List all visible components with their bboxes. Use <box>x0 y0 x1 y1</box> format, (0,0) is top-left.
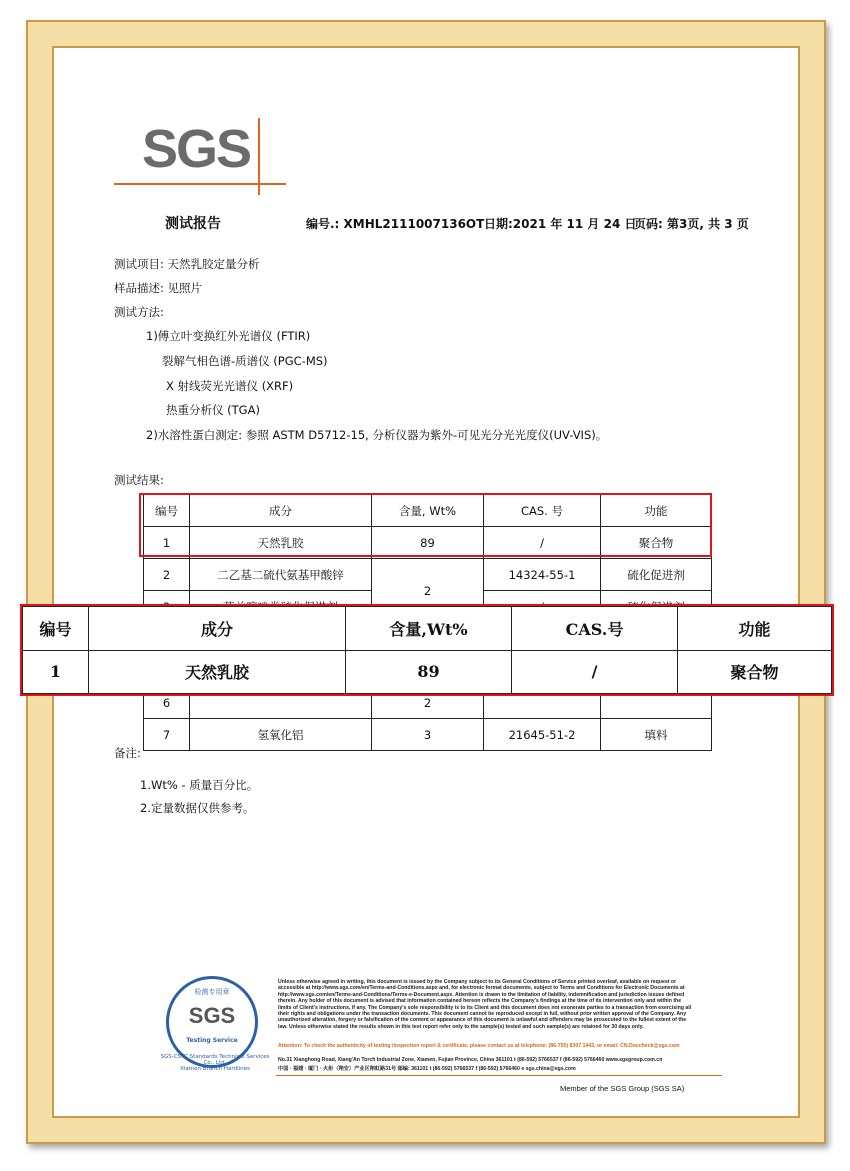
attention-text: Attention: To check the authenticity of testing /inspection report & certificate, please contact us at telephone: (86-755) 8307 1443, or email: CN.Doccheck@sgs.com <box>278 1043 680 1049</box>
seal-top-text: 检测专用章 <box>194 988 230 996</box>
sgs-group-member: Member of the SGS Group (SGS SA) <box>560 1084 685 1093</box>
method-uv-vis: 2)水溶性蛋白测定: 参照 ASTM D5712-15, 分析仪器为紫外-可见光分光光度仪(UV-VIS)。 <box>146 428 608 442</box>
seal-logo: SGS <box>188 1003 236 1028</box>
cell: 6 <box>144 687 190 719</box>
method-xrf: X 射线荧光光谱仪 (XRF) <box>166 379 294 393</box>
seal-sub-text: Testing Service <box>186 1037 238 1044</box>
address-en: No.31 Xianghong Road, Xiang'An Torch Industrial Zone, Xiamen, Fujian Province, China 361101 t (86-592) 5766537 f (86-592) 5766460 www.sgsgroup.com.cn <box>278 1057 663 1063</box>
seal-company <box>156 1054 274 1072</box>
zoom-header-no: 编号 <box>23 607 89 651</box>
zoom-cell: 89 <box>346 650 512 694</box>
highlight-box <box>139 493 712 557</box>
address-cn: 中国 · 福建 · 厦门 · 火炬（翔安）产业区翔虹路31号 邮编: 361101 t (86-592) 5766537 f (86-592) 5766460 e sgs.china@sgs.com <box>278 1066 576 1072</box>
cell: 填料 <box>601 719 712 751</box>
table-row <box>144 559 712 591</box>
test-results-label: 测试结果: <box>114 473 164 487</box>
cell: / <box>484 527 601 559</box>
company-branch: Xiamen Branch Hardlines <box>180 1066 250 1072</box>
report-title: 测试报告 <box>165 216 221 232</box>
zoomed-table-callout <box>20 604 834 696</box>
zoom-cell: 聚合物 <box>678 650 832 694</box>
cell: 21645-51-2 <box>484 719 601 751</box>
report-number: 编号.: XMHL2111007136OT <box>306 217 485 231</box>
zoom-cell: / <box>512 650 678 694</box>
header-function: 功能 <box>601 495 712 527</box>
header-cas: CAS. 号 <box>484 495 601 527</box>
cell: 二乙基二硫代氨基甲酸锌 <box>190 559 372 591</box>
header-content: 含量, Wt% <box>372 495 484 527</box>
cell: 2 <box>144 559 190 591</box>
cell: 89 <box>372 527 484 559</box>
notes-label: 备注: <box>114 746 141 760</box>
zoom-cell: 天然乳胶 <box>89 650 346 694</box>
method-pgcms: 裂解气相色谱-质谱仪 (PGC-MS) <box>162 354 328 368</box>
cell: 3 <box>372 719 484 751</box>
note-2: 2.定量数据仅供参考。 <box>140 801 255 815</box>
header-no: 编号 <box>144 495 190 527</box>
table-row <box>144 719 712 751</box>
logo-underline <box>114 183 286 185</box>
test-method-label: 测试方法: <box>114 305 164 319</box>
page-number: 页码: 第3页, 共 3 页 <box>634 217 749 231</box>
header-component: 成分 <box>190 495 372 527</box>
cell: 2 <box>372 559 484 623</box>
cell: 天然乳胶 <box>190 527 372 559</box>
cell: 1 <box>144 527 190 559</box>
zoom-header-content: 含量,Wt% <box>346 607 512 651</box>
cell: 聚合物 <box>601 527 712 559</box>
zoom-row <box>23 650 832 694</box>
zoom-header-function: 功能 <box>678 607 832 651</box>
cell: 7 <box>144 719 190 751</box>
logo-vertical-line <box>258 118 260 195</box>
disclaimer-text: Unless otherwise agreed in writing, this document is issued by the Company subject to its General Conditions of Service printed overleaf, available on request or accessible at http://www.sgs.com/en/Terms-and-Conditions.aspx and, for electronic format documents, subject to Terms and Conditions for Electronic Documents at http://www.sgs.com/en/Terms-and-Conditions/Terms-e-Document.aspx. Attention is drawn to the limitation of liability, indemnification and jurisdiction issues defined therein. Any holder of this document is advised that information contained hereon reflects the Company's findings at the time of its intervention only and within the limits of Client's instructions, if any. The Company's sole responsibility is to its Client and this document does not exonerate parties to a transaction from exercising all their rights and obligations under the transaction documents. This document cannot be reproduced except in full, without prior written approval of the Company. Any unauthorized alteration, forgery or falsification of the content or appearance of this document is unlawful and offenders may be prosecuted to the fullest extent of the law. Unless otherwise stated the results shown in this test report refer only to the sample(s) tested and such sample(s) are retained for 30 days only. <box>278 979 692 1030</box>
cell: 14324-55-1 <box>484 559 601 591</box>
sample-description: 样品描述: 见照片 <box>114 281 203 295</box>
zoom-cell: 1 <box>23 650 89 694</box>
note-1: 1.Wt% - 质量百分比。 <box>140 778 259 792</box>
report-date: 日期:2021 年 11 月 24 日 <box>484 217 637 231</box>
zoom-header-cas: CAS.号 <box>512 607 678 651</box>
cell: 2 <box>372 687 484 719</box>
method-ftir: 1)傅立叶变换红外光谱仪 (FTIR) <box>146 329 311 343</box>
footer-divider <box>276 1075 722 1076</box>
zoom-header-component: 成分 <box>89 607 346 651</box>
company-name: SGS-CSTC Standards Technical Services Co., Ltd. <box>160 1054 270 1066</box>
zoom-header-row <box>23 607 832 651</box>
test-item: 测试项目: 天然乳胶定量分析 <box>114 257 260 271</box>
sgs-logo: SGS <box>142 119 251 179</box>
method-tga: 热重分析仪 (TGA) <box>166 403 260 417</box>
cell: 氢氧化铝 <box>190 719 372 751</box>
cell: 硫化促进剂 <box>601 559 712 591</box>
